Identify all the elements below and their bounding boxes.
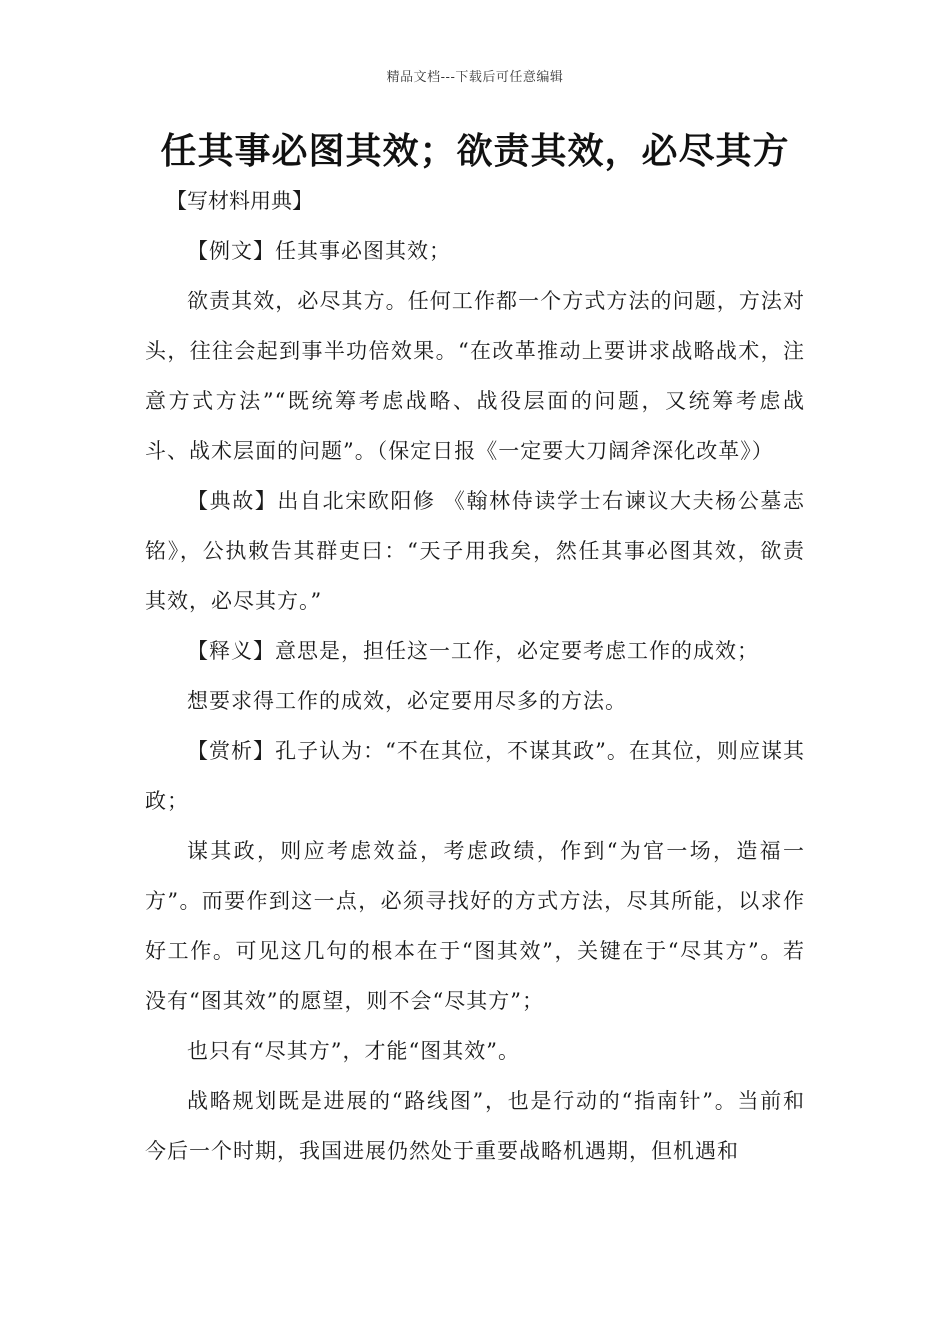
paragraph-meaning: 【释义】意思是，担任这一工作，必定要考虑工作的成效； (187, 639, 759, 663)
paragraph-analysis: 【赏析】孔子认为：“不在其位，不谋其政”。在其位，则应谋其政； (145, 739, 805, 813)
paragraph-meaning-cont: 想要求得工作的成效，必定要用尽多的方法。 (187, 689, 627, 713)
paragraph-analysis-end: 也只有“尽其方”，才能“图其效”。 (187, 1039, 520, 1063)
header-note: 精品文档---下载后可任意编辑 (386, 70, 564, 85)
section-tag: 【写材料用典】 (166, 189, 313, 213)
paragraph-example-body: 欲责其效，必尽其方。任何工作都一个方式方法的问题，方法对头，往往会起到事半功倍效果。“在改革推动上要讲求战略战术，注意方式方法”“既统筹考虑战略、战役层面的问题，又统筹考虑战斗、战术层面的问题”。（保定日报《一定要大刀阔斧深化改革》） (145, 289, 805, 463)
page-title: 任其事必图其效；欲责其效，必尽其方 (160, 131, 790, 172)
paragraph-allusion: 【典故】出自北宋欧阳修 《翰林侍读学士右谏议大夫杨公墓志铭》，公执敕告其群吏曰：“天子用我矣，然任其事必图其效，欲责其效，必尽其方。” (145, 489, 805, 613)
paragraph-strategy: 战略规划既是进展的“路线图”，也是行动的“指南针”。当前和今后一个时期，我国进展仍然处于重要战略机遇期，但机遇和 (145, 1089, 805, 1163)
document-body (145, 226, 805, 1176)
paragraph-analysis-body: 谋其政，则应考虑效益，考虑政绩，作到“为官一场，造福一方”。而要作到这一点，必须寻找好的方式方法，尽其所能，以求作好工作。可见这几句的根本在于“图其效”，关键在于“尽其方”。若没有“图其效”的愿望，则不会“尽其方”； (145, 839, 805, 1013)
paragraph-example: 【例文】任其事必图其效； (187, 239, 451, 263)
